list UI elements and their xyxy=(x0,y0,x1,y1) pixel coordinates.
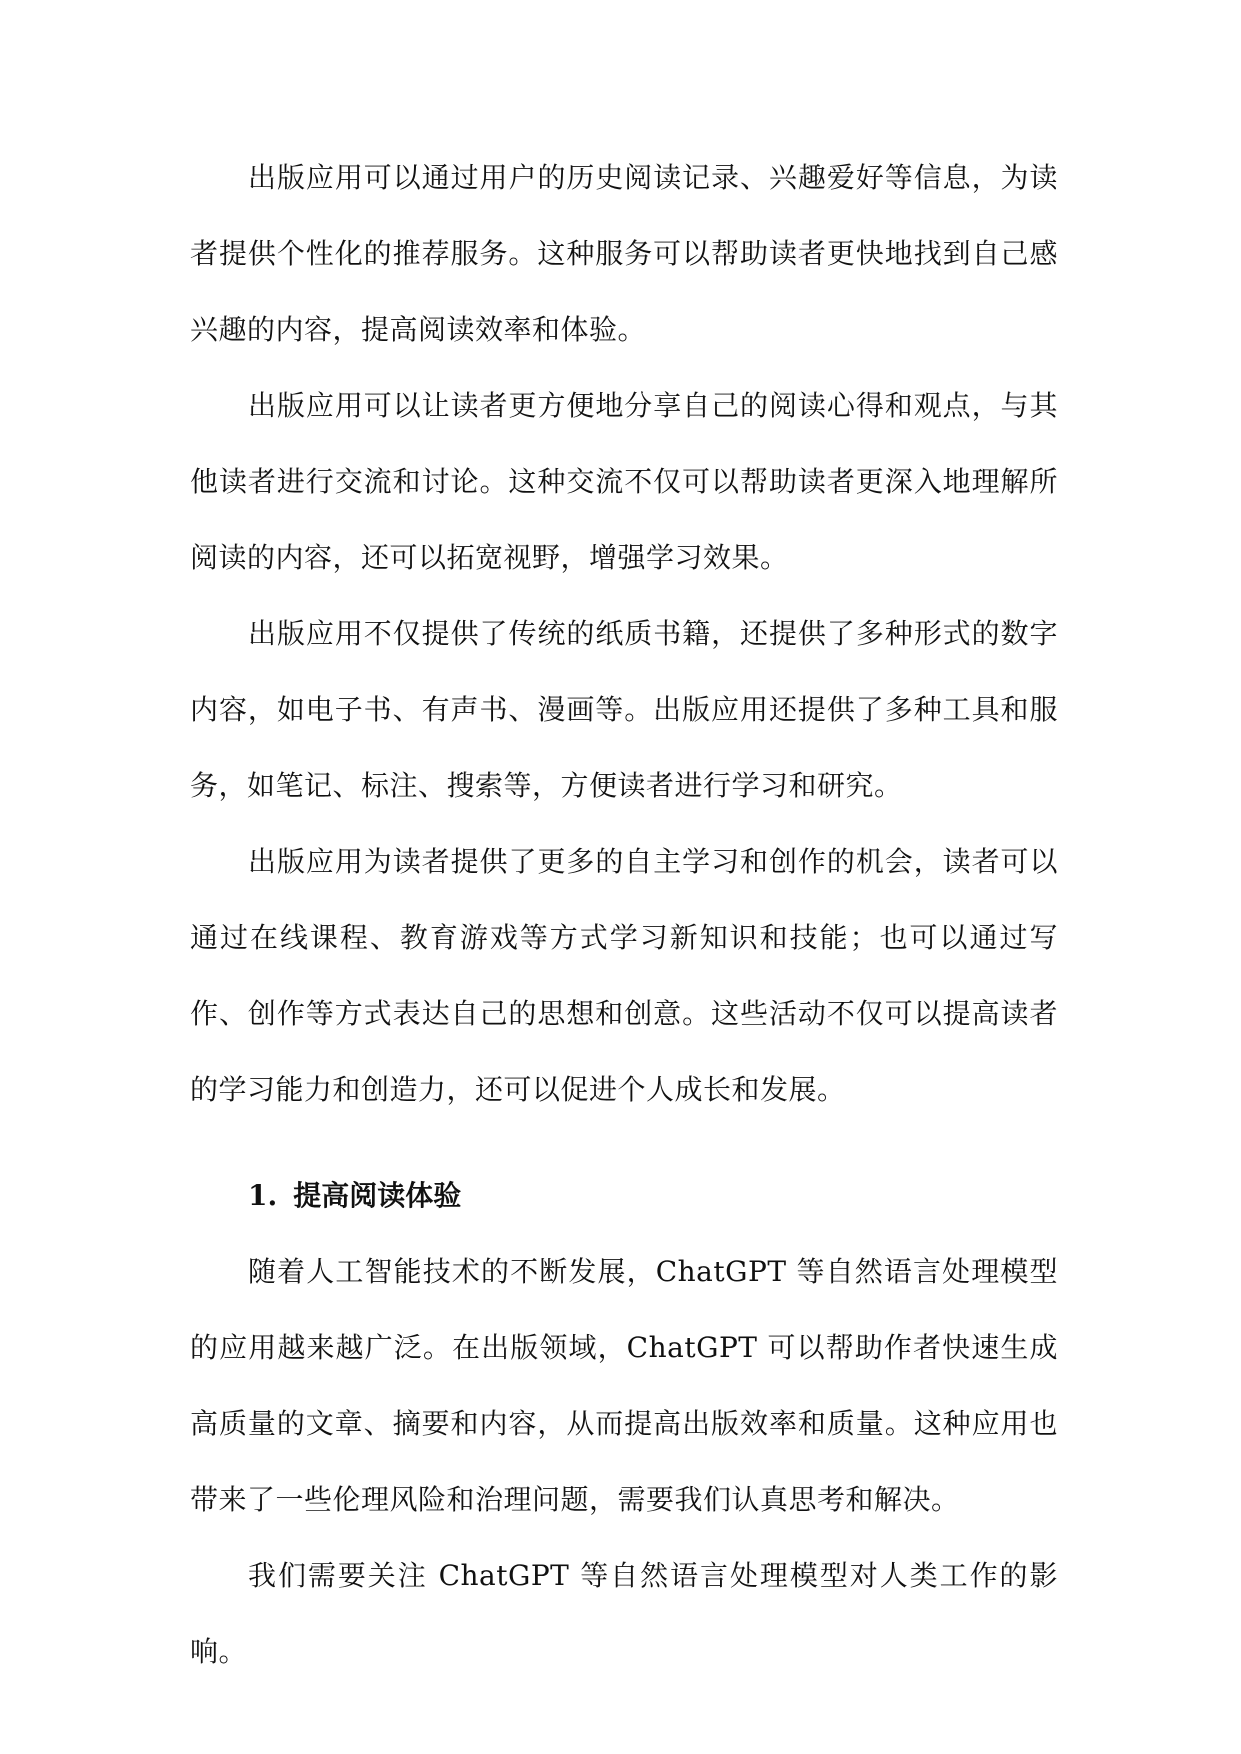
paragraph: 出版应用为读者提供了更多的自主学习和创作的机会，读者可以通过在线课程、教育游戏等方式学习新知识和技能；也可以通过写作、创作等方式表达自己的思想和创意。这些活动不仅可以提高读者的学习能力和创造力，还可以促进个人成长和发展。 xyxy=(190,845,1058,1106)
document-body xyxy=(190,140,1058,1690)
section-heading xyxy=(190,1158,1058,1234)
paragraph: 随着人工智能技术的不断发展，ChatGPT 等自然语言处理模型的应用越来越广泛。在出版领域，ChatGPT 可以帮助作者快速生成高质量的文章、摘要和内容，从而提高出版效率和质量。这种应用也带来了一些伦理风险和治理问题，需要我们认真思考和解决。 xyxy=(190,1255,1058,1516)
paragraph: 我们需要关注 ChatGPT 等自然语言处理模型对人类工作的影响。 xyxy=(190,1559,1058,1668)
paragraph: 出版应用可以让读者更方便地分享自己的阅读心得和观点，与其他读者进行交流和讨论。这种交流不仅可以帮助读者更深入地理解所阅读的内容，还可以拓宽视野，增强学习效果。 xyxy=(190,389,1058,574)
paragraph: 出版应用不仅提供了传统的纸质书籍，还提供了多种形式的数字内容，如电子书、有声书、漫画等。出版应用还提供了多种工具和服务，如笔记、标注、搜索等，方便读者进行学习和研究。 xyxy=(190,617,1058,802)
paragraph: 出版应用可以通过用户的历史阅读记录、兴趣爱好等信息，为读者提供个性化的推荐服务。这种服务可以帮助读者更快地找到自己感兴趣的内容，提高阅读效率和体验。 xyxy=(190,161,1058,346)
section-number: 1. xyxy=(248,1179,278,1212)
section-title: 提高阅读体验 xyxy=(293,1179,462,1212)
